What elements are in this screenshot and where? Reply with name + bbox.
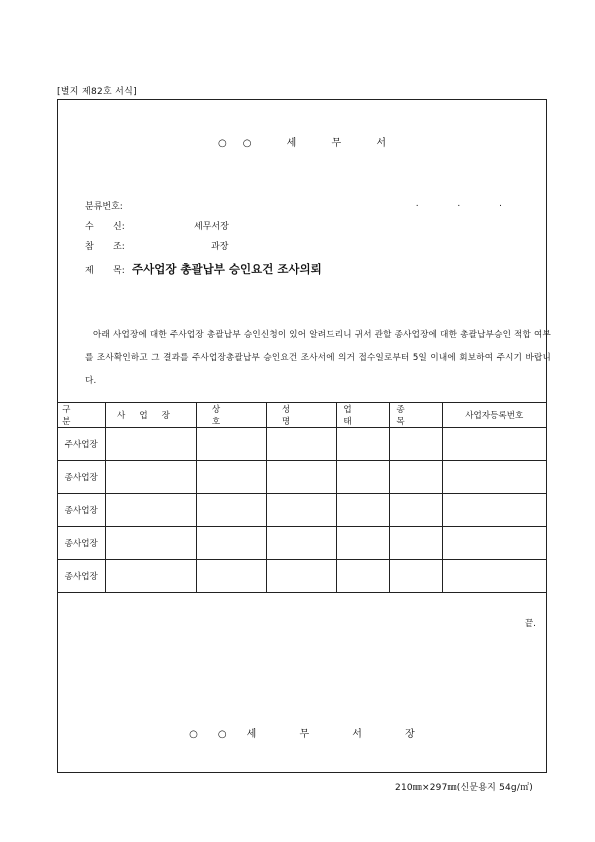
header-business-place: 사업장 [105,403,196,428]
subject-label-2: 목: [113,266,125,276]
recipient-label-2: 신: [113,222,125,232]
form-number-label: [별지 제82호 서식] [57,87,137,97]
header-name: 성명 [266,403,336,428]
header-trade-name: 상호 [196,403,266,428]
table-cell[interactable] [105,461,196,494]
paper-spec: 210㎜×297㎜(신문용지 54g/㎡) [395,783,533,793]
header-business-type: 업태 [336,403,389,428]
table-cell[interactable] [336,527,389,560]
table-cell[interactable] [389,461,442,494]
reference-value: 과장 [211,242,229,252]
subject-value: 주사업장 총괄납부 승인요건 조사의뢰 [132,262,322,276]
table-cell[interactable] [442,560,546,593]
table-cell[interactable] [389,560,442,593]
table-cell[interactable] [442,494,546,527]
table-cell[interactable] [336,560,389,593]
table-header-row [58,403,546,428]
date-placeholder: . . . [415,199,520,209]
document-frame [57,99,551,773]
table-cell[interactable] [336,428,389,461]
table-cell[interactable] [266,461,336,494]
table-cell[interactable] [196,560,266,593]
end-mark: 끝. [524,619,536,629]
reference-label-1: 참 [85,242,94,252]
table-cell[interactable] [105,527,196,560]
table-cell[interactable] [336,494,389,527]
classification-label: 분류번호: [85,202,123,212]
table-row [58,428,546,461]
table-cell[interactable] [389,428,442,461]
office-title: ○○ 세 무 서 [218,138,402,149]
table-cell[interactable] [389,527,442,560]
table-cell[interactable] [266,527,336,560]
recipient-label-1: 수 [85,222,94,232]
table-cell[interactable] [196,461,266,494]
table-row [58,494,546,527]
request-body-text [85,324,551,393]
header-registration-number: 사업자등록번호 [442,403,546,428]
table-row [58,527,546,560]
table-cell[interactable] [196,428,266,461]
table-row [58,560,546,593]
request-body-content: 아래 사업장에 대한 주사업장 총괄납부 승인신청이 있어 알려드리니 귀서 관할 종사업장에 대한 총괄납부승인 적합 여부를 조사확인하고 그 결과를 주사업장총괄납부 승인요건 조사서에 의거 접수일로부터 5일 이내에 회보하여 주시기 바랍니다. [85,330,551,386]
row-category: 주사업장 [58,428,105,461]
row-category: 종사업장 [58,494,105,527]
table-cell[interactable] [442,428,546,461]
table-cell[interactable] [105,560,196,593]
row-category: 종사업장 [58,461,105,494]
table-cell[interactable] [196,494,266,527]
table-cell[interactable] [442,461,546,494]
table-row [58,461,546,494]
table-cell[interactable] [196,527,266,560]
tax-office-signoff: ○○세 무 서 장 [189,729,435,740]
classification-row [85,199,123,212]
business-table [58,402,546,593]
row-category: 종사업장 [58,527,105,560]
table-cell[interactable] [266,560,336,593]
table-cell[interactable] [105,428,196,461]
table-cell[interactable] [442,527,546,560]
header-category: 구분 [58,403,105,428]
table-cell[interactable] [266,494,336,527]
reference-label-2: 조: [113,242,125,252]
table-cell[interactable] [105,494,196,527]
table-cell[interactable] [336,461,389,494]
recipient-value: 세무서장 [194,222,229,232]
table-cell[interactable] [266,428,336,461]
header-item: 종목 [389,403,442,428]
subject-label-1: 제 [85,266,94,276]
row-category: 종사업장 [58,560,105,593]
table-cell[interactable] [389,494,442,527]
